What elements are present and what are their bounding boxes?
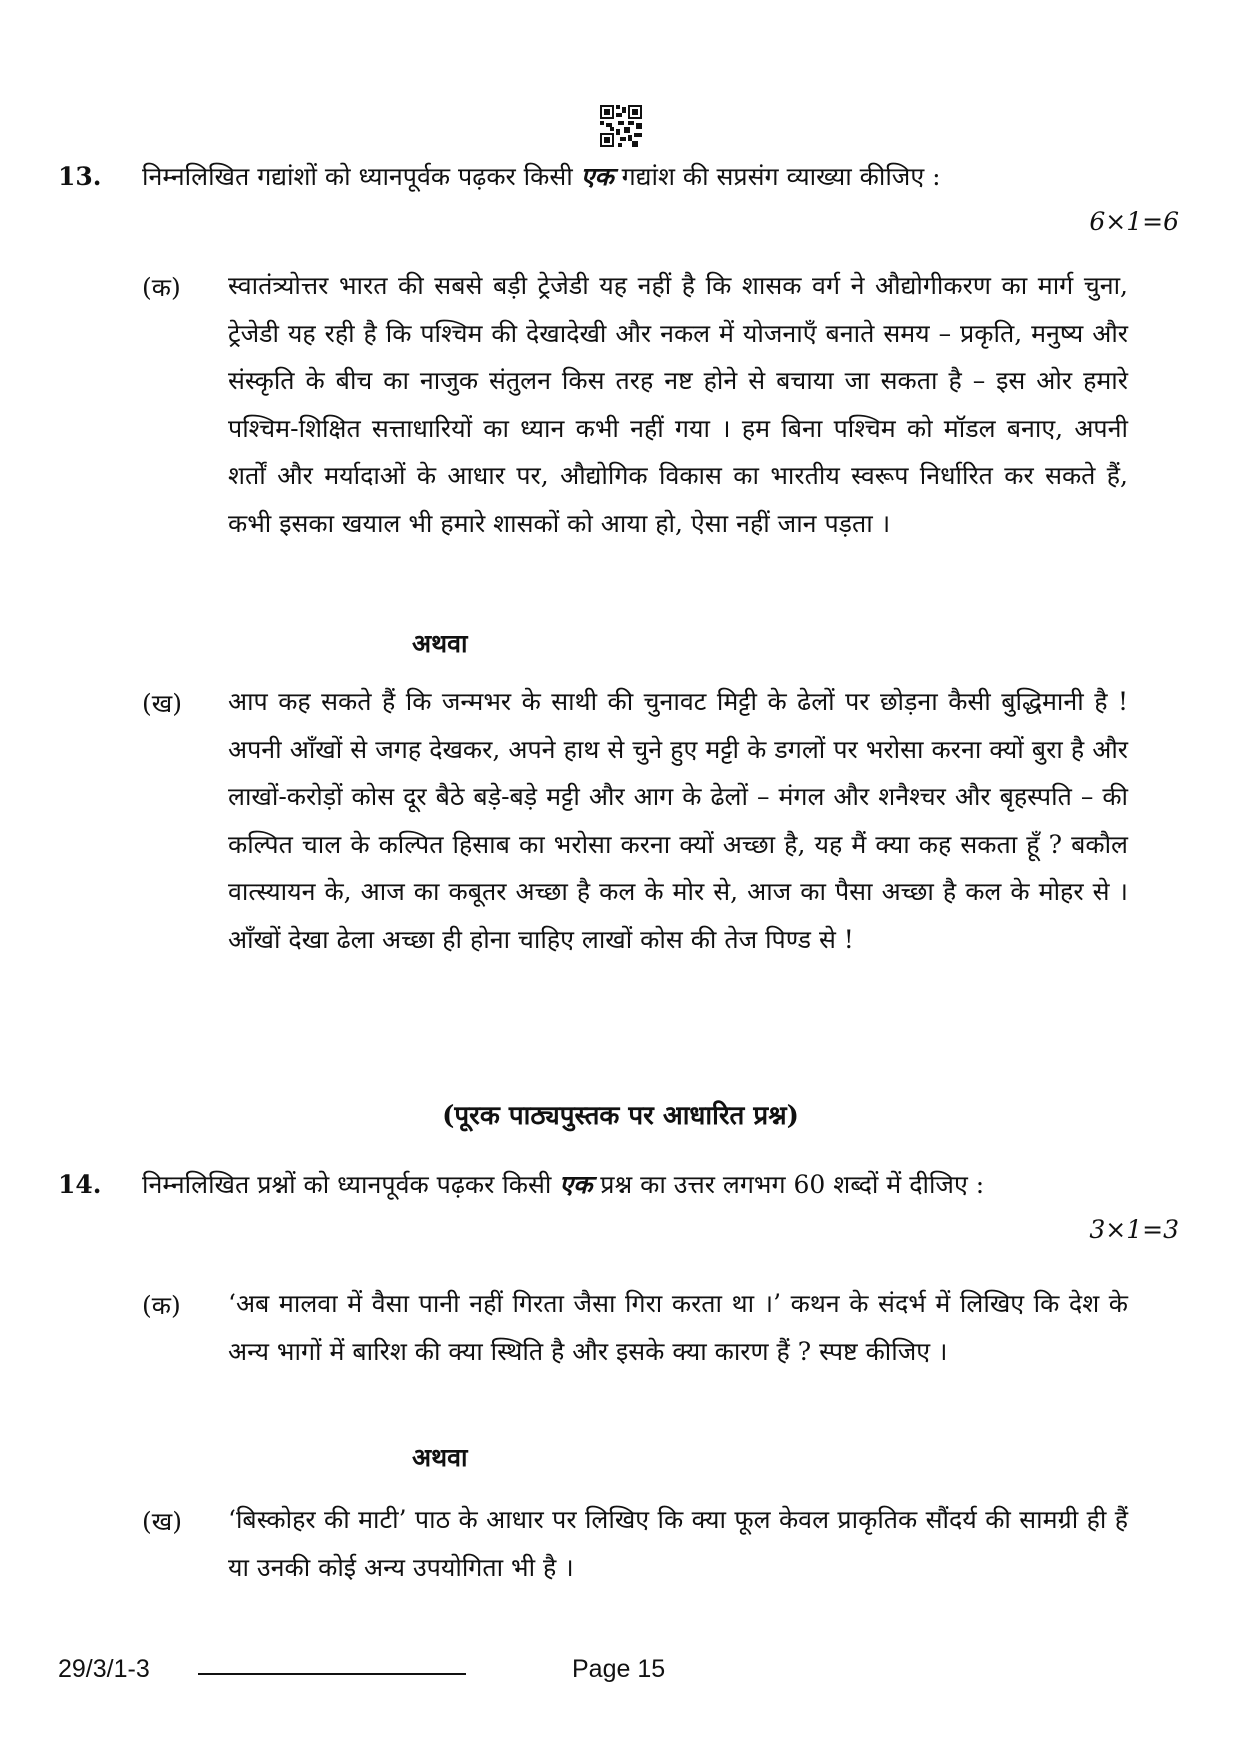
question-14-number: 14. xyxy=(58,1170,102,1199)
question-13-option-kha-text: आप कह सकते हैं कि जन्मभर के साथी की चुनावट मिट्टी के ढेलों पर छोड़ना कैसी बुद्धिमानी है ! अपनी आँखों से जगह देखकर, अपने हाथ से चुने हुए मट्टी के डगलों पर भरोसा करना क्यों बुरा है और लाखों-करोड़ों कोस दूर बैठे बड़े-बड़े मट्टी और आग के ढेलों – मंगल और शनैश्चर और बृहस्पति – की कल्पित चाल के कल्पित हिसाब का भरोसा करना क्यों अच्छा है, यह मैं क्या कह सकता हूँ ? बकौल वात्स्यायन के, आज का कबूतर अच्छा है कल के मोर से, आज का पैसा अच्छा है कल के मोहर से । आँखों देखा ढेला अच्छा ही होना चाहिए लाखों कोस की तेज पिण्ड से ! xyxy=(228,687,1128,954)
question-13-prompt xyxy=(142,154,1127,200)
question-13-or-label: अथवा xyxy=(412,629,468,658)
question-14-option-ka-label: (क) xyxy=(142,1291,181,1320)
question-14-or-label: अथवा xyxy=(412,1443,468,1472)
question-14-option-kha-text: ‘बिस्कोहर की माटी’ पाठ के आधार पर लिखिए कि क्या फूल केवल प्राकृतिक सौंदर्य की सामग्री ही हैं या उनकी कोई अन्य उपयोगिता भी है । xyxy=(228,1505,1128,1582)
question-14-marks: 3×1=3 xyxy=(1089,1215,1179,1244)
question-13-prompt-before: निम्नलिखित गद्यांशों को ध्यानपूर्वक पढ़कर किसी xyxy=(142,162,581,191)
question-13-option-kha-label: (ख) xyxy=(142,689,182,718)
section-heading: (पूरक पाठ्यपुस्तक पर आधारित प्रश्न) xyxy=(442,1101,799,1131)
footer-paper-code: 29/3/1-3 xyxy=(58,1655,150,1683)
footer-divider xyxy=(198,1673,466,1675)
footer-page-number: Page 15 xyxy=(572,1655,666,1683)
question-13-option-ka-label: (क) xyxy=(142,273,181,302)
question-13-marks: 6×1=6 xyxy=(1089,207,1179,236)
question-14-prompt-after: प्रश्न का उत्तर लगभग 60 शब्दों में दीजिए : xyxy=(592,1170,985,1199)
question-14-option-ka-text: ‘अब मालवा में वैसा पानी नहीं गिरता जैसा गिरा करता था ।’ कथन के संदर्भ में लिखिए कि देश के अन्य भागों में बारिश की क्या स्थिति है और इसके क्या कारण हैं ? स्पष्ट कीजिए । xyxy=(228,1289,1128,1366)
question-14-option-kha-label: (ख) xyxy=(142,1507,182,1536)
question-13-number: 13. xyxy=(58,162,102,191)
question-14-prompt-emphasis: एक xyxy=(559,1170,593,1199)
question-13-option-ka-text: स्वातंत्र्योत्तर भारत की सबसे बड़ी ट्रेजेडी यह नहीं है कि शासक वर्ग ने औद्योगीकरण का मार्ग चुना, ट्रेजेडी यह रही है कि पश्चिम की देखादेखी और नकल में योजनाएँ बनाते समय – प्रकृति, मनुष्य और संस्कृति के बीच का नाजुक संतुलन किस तरह नष्ट होने से बचाया जा सकता है – इस ओर हमारे पश्चिम-शिक्षित सत्ताधारियों का ध्यान कभी नहीं गया । हम बिना पश्चिम को मॉडल बनाए, अपनी शर्तों और मर्यादाओं के आधार पर, औद्योगिक विकास का भारतीय स्वरूप निर्धारित कर सकते हैं, कभी इसका खयाल भी हमारे शासकों को आया हो, ऐसा नहीं जान पड़ता । xyxy=(228,271,1128,538)
question-14-prompt xyxy=(142,1162,1127,1208)
question-13-prompt-emphasis: एक xyxy=(580,162,614,191)
question-13-prompt-after: गद्यांश की सप्रसंग व्याख्या कीजिए : xyxy=(613,162,941,191)
qr-code-icon xyxy=(600,105,642,147)
question-14-prompt-before: निम्नलिखित प्रश्नों को ध्यानपूर्वक पढ़कर किसी xyxy=(142,1170,560,1199)
